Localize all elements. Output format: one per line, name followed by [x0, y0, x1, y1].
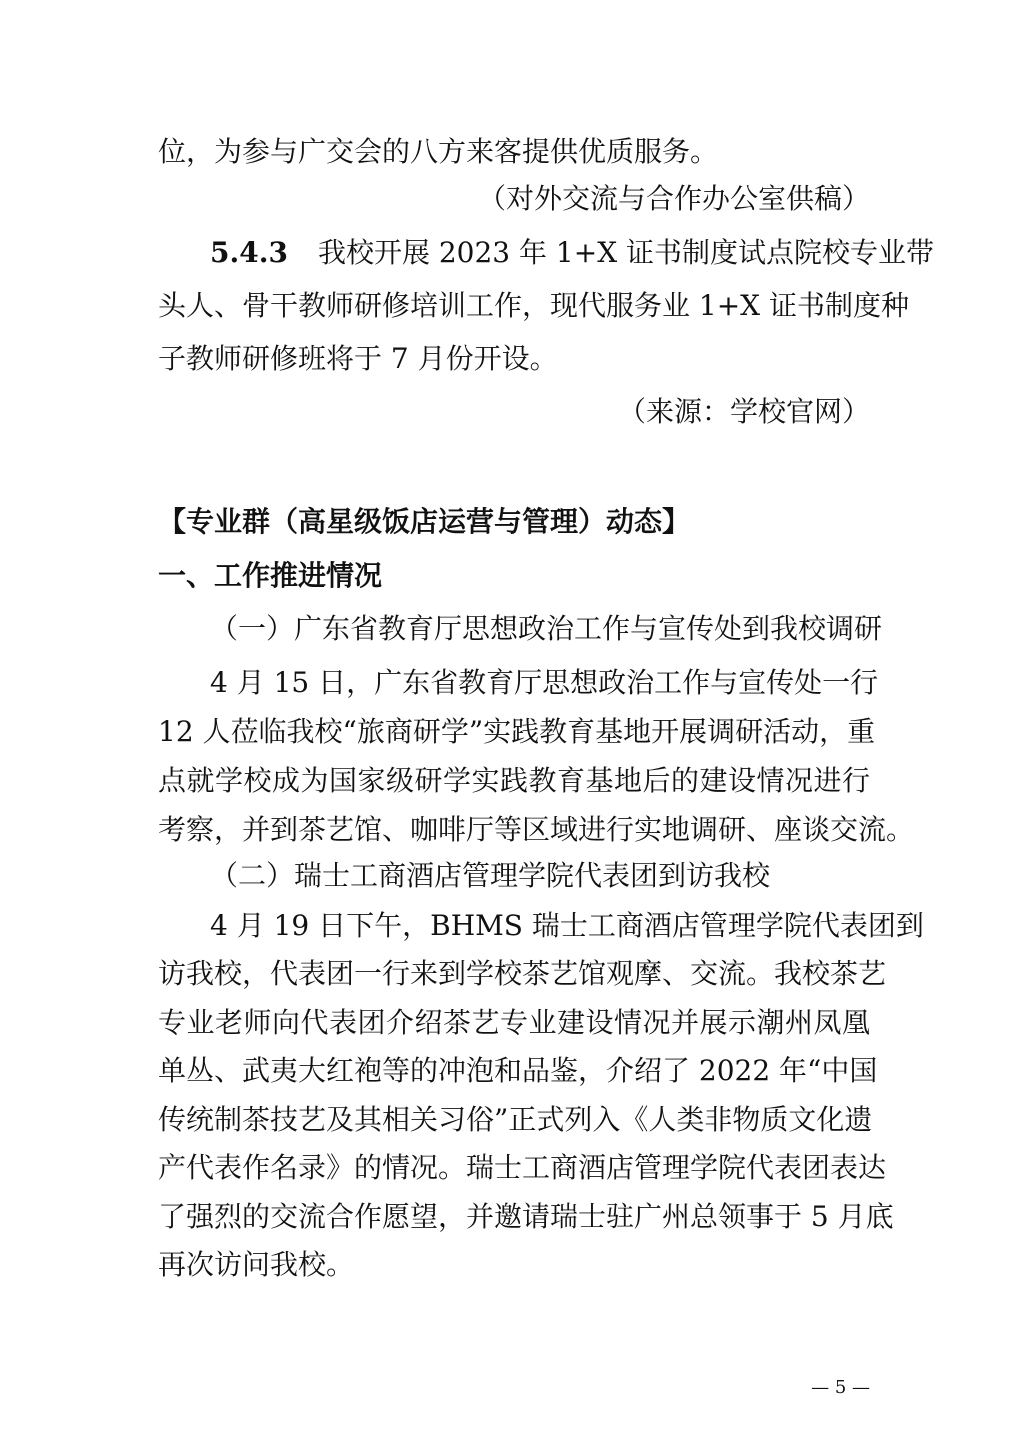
paragraph-continuation: 位，为参与广交会的八方来客提供优质服务。	[158, 135, 719, 168]
para-2-line-6: 产代表作名录》的情况。瑞士工商酒店管理学院代表团表达	[158, 1151, 887, 1184]
section-title: 【专业群（高星级饭店运营与管理）动态】	[158, 505, 691, 538]
source-note: （对外交流与合作办公室供稿）	[477, 182, 870, 215]
para-2-line-7: 了强烈的交流合作愿望，并邀请瑞士驻广州总领事于 5 月底	[158, 1200, 894, 1233]
source-note: （来源：学校官网）	[617, 395, 870, 428]
page-number: — 5 —	[811, 1377, 870, 1398]
para-2-line-5: 传统制茶技艺及其相关习俗”正式列入《人类非物质文化遗	[158, 1103, 873, 1136]
subheading-1: （一）广东省教育厅思想政治工作与宣传处到我校调研	[210, 612, 883, 645]
item-text: 我校开展 2023 年 1+X 证书制度试点院校专业带	[317, 236, 935, 269]
item-5-4-3-line-3: 子教师研修班将于 7 月份开设。	[158, 342, 558, 375]
para-1-line-3: 点就学校成为国家级研学实践教育基地后的建设情况进行	[158, 764, 870, 797]
para-1-line-1: 4 月 15 日，广东省教育厅思想政治工作与宣传处一行	[210, 666, 879, 699]
para-2-line-3: 专业老师向代表团介绍茶艺专业建设情况并展示潮州凤凰	[158, 1006, 870, 1039]
para-1-line-4: 考察，并到茶艺馆、咖啡厅等区域进行实地调研、座谈交流。	[158, 813, 915, 846]
para-2-line-2: 访我校，代表团一行来到学校茶艺馆观摩、交流。我校茶艺	[158, 957, 887, 990]
para-2-line-8: 再次访问我校。	[158, 1248, 355, 1281]
subheading-2: （二）瑞士工商酒店管理学院代表团到访我校	[210, 859, 771, 892]
para-1-line-2: 12 人莅临我校“旅商研学”实践教育基地开展调研活动，重	[158, 715, 876, 748]
section-number: 5.4.3	[210, 236, 288, 269]
item-5-4-3-line-1	[210, 236, 935, 269]
para-2-line-1: 4 月 19 日下午，BHMS 瑞士工商酒店管理学院代表团到	[210, 909, 924, 942]
para-2-line-4: 单丛、武夷大红袍等的冲泡和品鉴，介绍了 2022 年“中国	[158, 1054, 878, 1087]
heading-1: 一、工作推进情况	[158, 559, 383, 592]
item-5-4-3-line-2: 头人、骨干教师研修培训工作，现代服务业 1+X 证书制度种	[158, 289, 910, 322]
